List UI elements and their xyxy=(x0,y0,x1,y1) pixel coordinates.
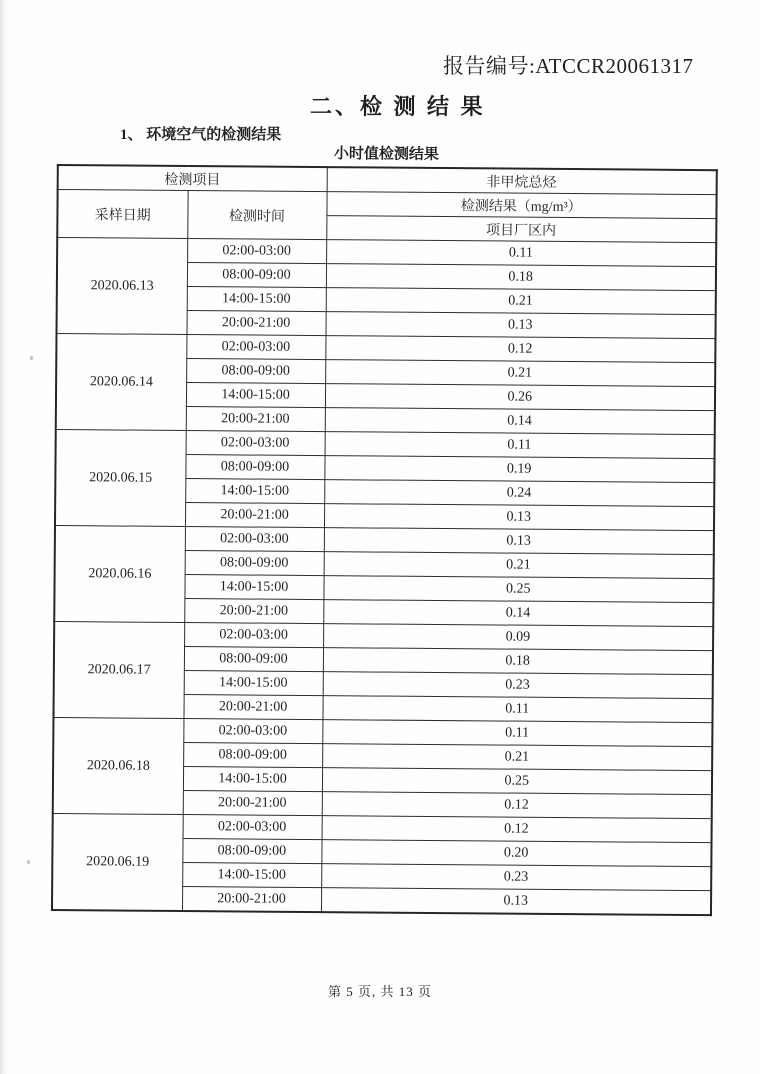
result-value-cell: 0.11 xyxy=(326,240,716,267)
result-value-cell: 0.23 xyxy=(323,672,713,699)
test-time-cell: 14:00-15:00 xyxy=(182,863,321,888)
table-row xyxy=(57,238,716,267)
sample-date-cell: 2020.06.17 xyxy=(53,621,184,718)
table-row xyxy=(56,334,715,363)
test-time-cell: 20:00-21:00 xyxy=(182,887,321,913)
sample-date-cell: 2020.06.14 xyxy=(56,334,187,431)
test-time-cell: 02:00-03:00 xyxy=(184,623,323,648)
result-value-cell: 0.21 xyxy=(322,744,712,771)
test-time-cell: 20:00-21:00 xyxy=(183,695,322,720)
result-value-cell: 0.11 xyxy=(325,432,715,459)
test-time-cell: 02:00-03:00 xyxy=(186,335,325,360)
results-table xyxy=(51,164,718,916)
test-time-cell: 02:00-03:00 xyxy=(183,719,322,744)
result-value-cell: 0.12 xyxy=(322,792,712,819)
result-value-cell: 0.12 xyxy=(322,816,712,843)
result-value-cell: 0.21 xyxy=(326,288,716,315)
header-test-time: 检测时间 xyxy=(187,191,326,240)
result-value-cell: 0.24 xyxy=(324,480,714,507)
test-time-cell: 08:00-09:00 xyxy=(185,455,324,480)
test-time-cell: 20:00-21:00 xyxy=(186,311,325,336)
result-value-cell: 0.13 xyxy=(324,528,714,555)
sample-date-cell: 2020.06.15 xyxy=(55,429,186,526)
result-value-cell: 0.25 xyxy=(323,576,713,603)
header-location: 项目厂区内 xyxy=(326,216,716,243)
sample-date-cell: 2020.06.16 xyxy=(54,525,185,622)
results-table-body xyxy=(52,238,716,916)
header-result-label: 检测结果（mg/m³） xyxy=(326,192,716,219)
test-time-cell: 08:00-09:00 xyxy=(182,839,321,864)
table-row xyxy=(53,717,712,746)
sample-date-cell: 2020.06.13 xyxy=(57,238,188,335)
result-value-cell: 0.18 xyxy=(326,264,716,291)
result-value-cell: 0.14 xyxy=(325,408,715,435)
subsection-title: 1、 环境空气的检测结果 xyxy=(120,127,282,143)
header-parameter: 非甲烷总烃 xyxy=(327,167,717,195)
test-time-cell: 08:00-09:00 xyxy=(185,551,324,576)
test-time-cell: 08:00-09:00 xyxy=(183,743,322,768)
table-row xyxy=(53,813,712,842)
table-row xyxy=(54,621,713,650)
header-row-2 xyxy=(57,190,716,219)
result-value-cell: 0.23 xyxy=(321,864,711,891)
result-value-cell: 0.12 xyxy=(325,336,715,363)
test-time-cell: 20:00-21:00 xyxy=(185,503,324,528)
sample-date-cell: 2020.06.19 xyxy=(52,813,183,911)
header-test-item: 检测项目 xyxy=(58,165,327,192)
table-title: 小时值检测结果 xyxy=(333,146,439,163)
test-time-cell: 08:00-09:00 xyxy=(186,359,325,384)
results-table-container xyxy=(51,143,716,916)
section-title: 二、检 测 结 果 xyxy=(310,94,486,119)
result-value-cell: 0.13 xyxy=(325,312,715,339)
test-time-cell: 02:00-03:00 xyxy=(187,239,326,264)
test-time-cell: 20:00-21:00 xyxy=(184,599,323,624)
test-time-cell: 08:00-09:00 xyxy=(184,647,323,672)
result-value-cell: 0.25 xyxy=(322,768,712,795)
sample-date-cell: 2020.06.18 xyxy=(53,717,184,814)
table-row xyxy=(56,429,715,458)
test-time-cell: 14:00-15:00 xyxy=(185,479,324,504)
test-time-cell: 02:00-03:00 xyxy=(185,527,324,552)
result-value-cell: 0.21 xyxy=(324,552,714,579)
test-time-cell: 02:00-03:00 xyxy=(183,815,322,840)
report-number: 报告编号:ATCCR20061317 xyxy=(443,54,694,78)
result-value-cell: 0.13 xyxy=(324,504,714,531)
result-value-cell: 0.26 xyxy=(325,384,715,411)
scan-speck xyxy=(27,860,30,864)
result-value-cell: 0.20 xyxy=(321,840,711,867)
test-time-cell: 20:00-21:00 xyxy=(186,407,325,432)
page-number: 第 5 页, 共 13 页 xyxy=(327,984,432,999)
test-time-cell: 02:00-03:00 xyxy=(186,431,325,456)
result-value-cell: 0.13 xyxy=(321,888,711,916)
test-time-cell: 14:00-15:00 xyxy=(183,767,322,792)
test-time-cell: 14:00-15:00 xyxy=(187,287,326,312)
test-time-cell: 20:00-21:00 xyxy=(183,791,322,816)
result-value-cell: 0.14 xyxy=(323,600,713,627)
scan-speck xyxy=(30,356,33,360)
header-sample-date: 采样日期 xyxy=(57,190,187,239)
table-row xyxy=(55,525,714,554)
result-value-cell: 0.09 xyxy=(323,624,713,651)
result-value-cell: 0.21 xyxy=(325,360,715,387)
test-time-cell: 08:00-09:00 xyxy=(187,263,326,288)
test-time-cell: 14:00-15:00 xyxy=(186,383,325,408)
test-time-cell: 14:00-15:00 xyxy=(184,575,323,600)
result-value-cell: 0.11 xyxy=(322,696,712,723)
results-table-header xyxy=(57,165,717,243)
result-value-cell: 0.19 xyxy=(324,456,714,483)
scan-edge-shadow xyxy=(0,0,10,1074)
result-value-cell: 0.11 xyxy=(322,720,712,747)
test-time-cell: 14:00-15:00 xyxy=(184,671,323,696)
result-value-cell: 0.18 xyxy=(323,648,713,675)
